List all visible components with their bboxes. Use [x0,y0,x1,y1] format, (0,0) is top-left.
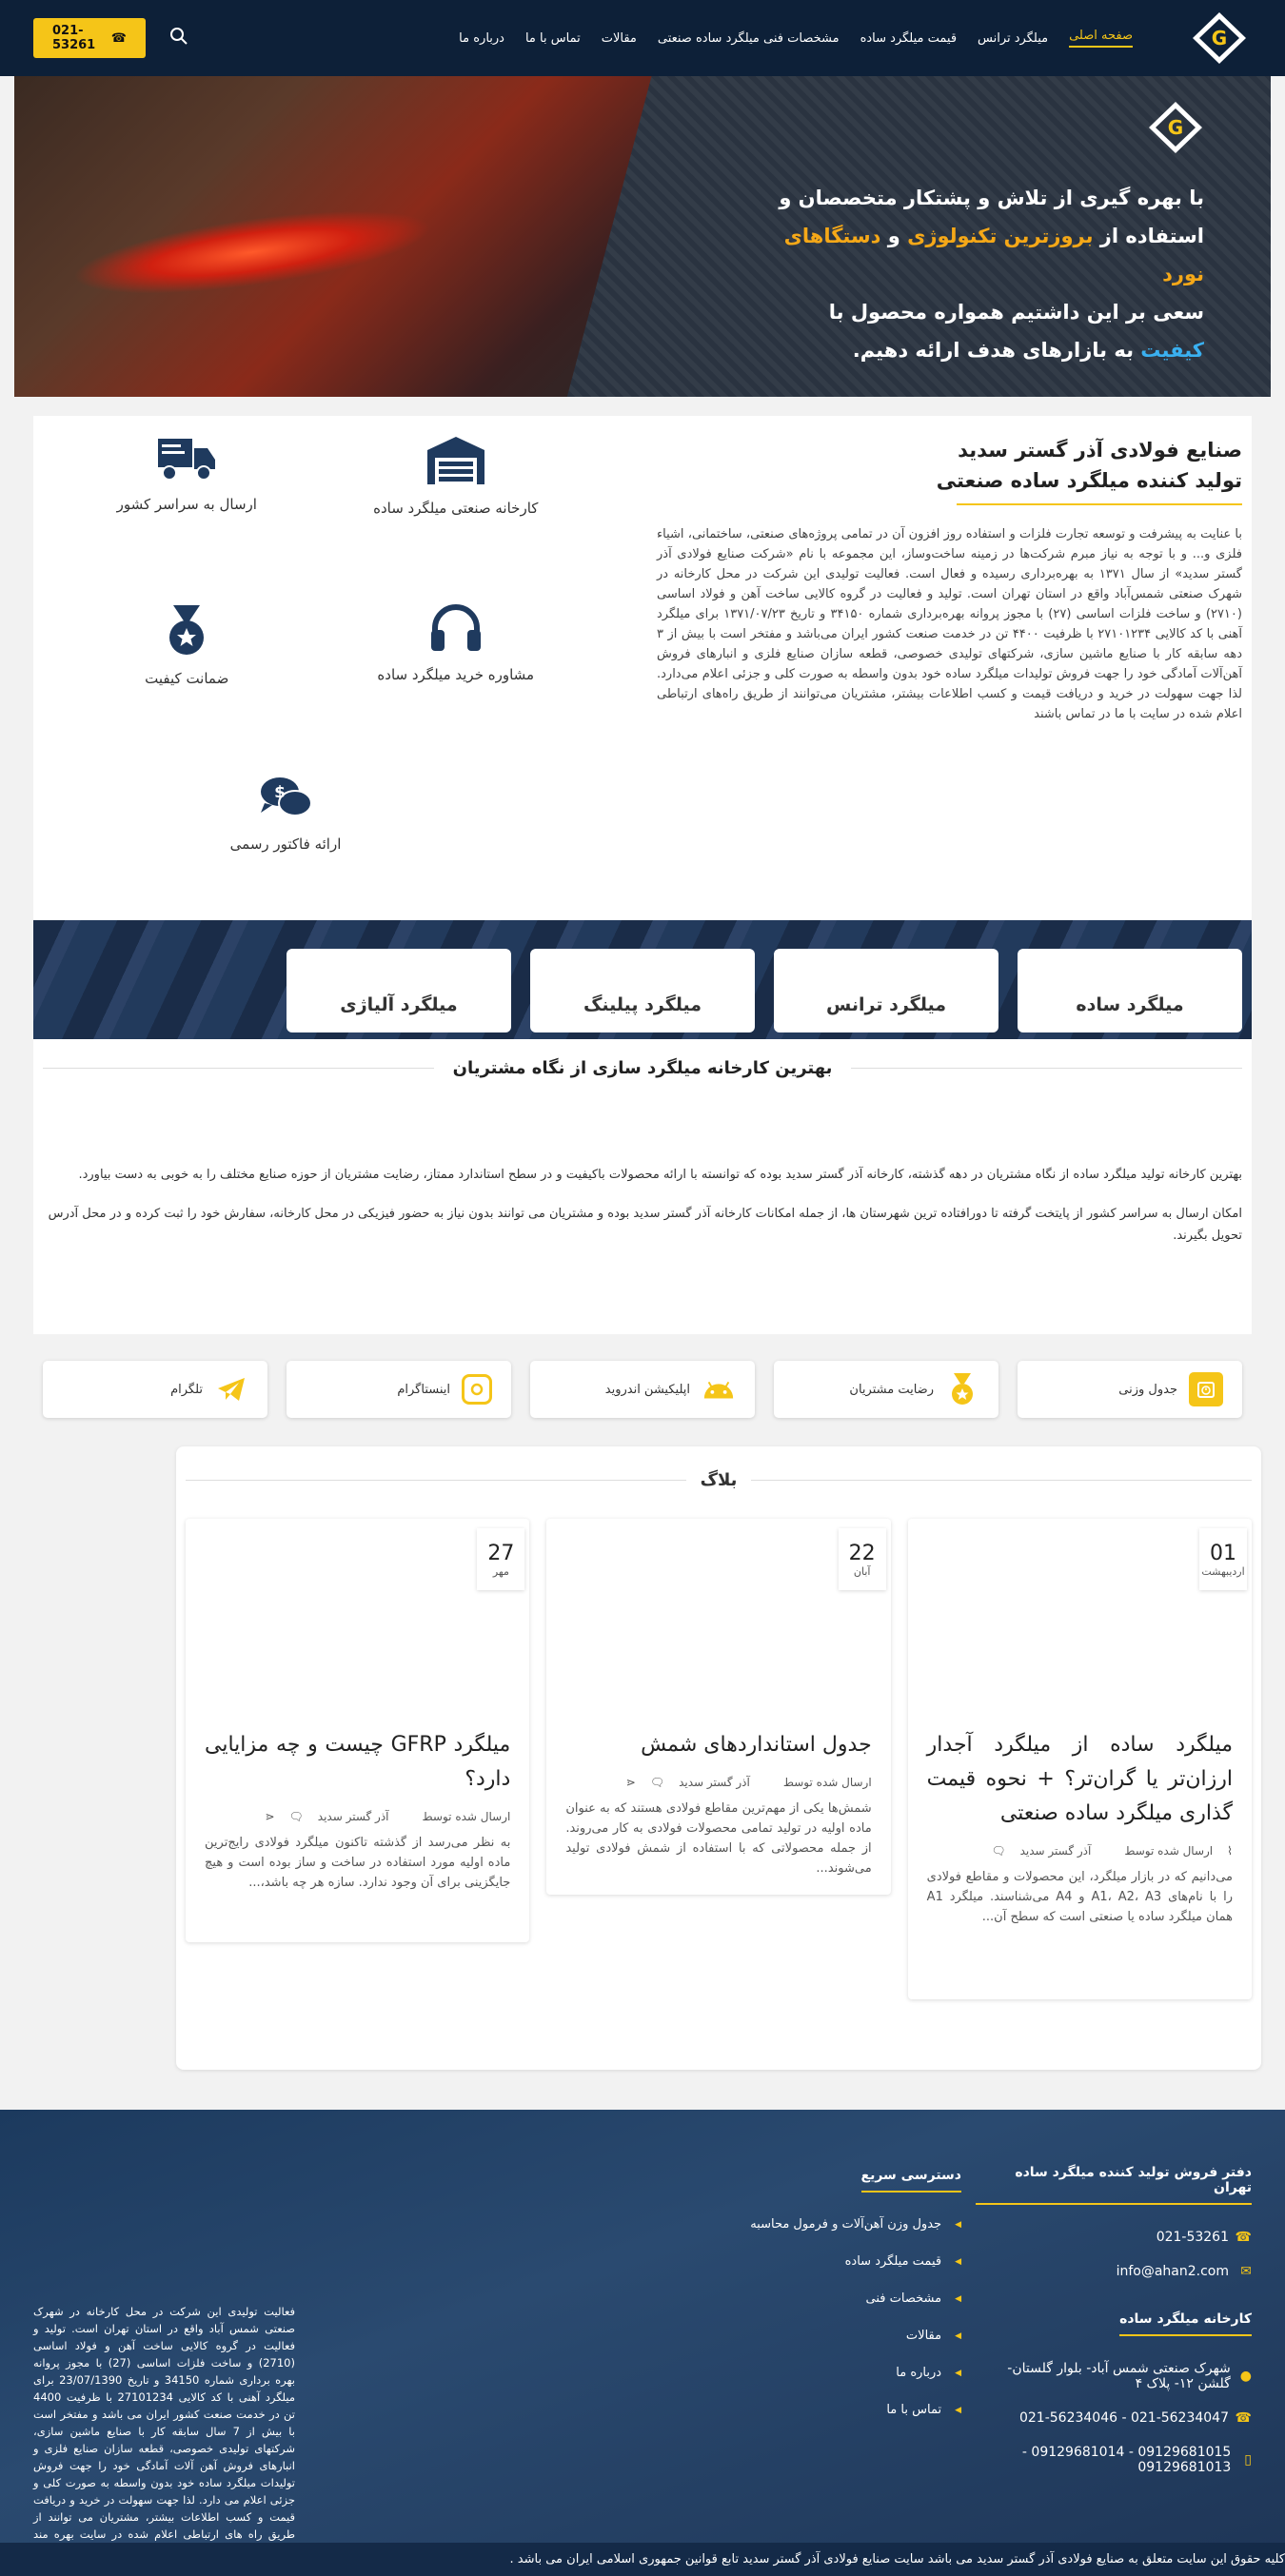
blog-card[interactable] [908,1519,1252,1999]
footer-about-text: فعالیت تولیدی این شرکت در محل کارخانه در شهرک صنعتی شمس آباد واقع در استان تهران است. تولید و فعالیت در گروه کالایی ساخت آهن و فولاد اساسی (2710) و ساخت فلزات اساسی (27) با مجوز پروانه بهره برداری شماره 34150 و تاریخ 23/07/1390 برای میلگرد آهنی با کد کالایی 27101234 با ظرفیت 4400 تن در خدمت صنعت کشور ایران می باشد و مفتخر است با بیش از 7 سال سابقه کار با صنایع ماشین سازی، شرکتهای تولیدی خصوصی، قطعه سازان صنایع فلزی و انبارهای فروش آهن آلات آمادگی خود را جهت فروش تولیدات میلگرد ساده خود بدون واسطه به صورت کلی و جزئی اعلام می دارد. لذا جهت سهولت در خرید و دریافت قیمت و کسب اطلاعات بیشتر، مشتریان می توانند از طریق راه های ارتباطی اعلام شده در سایت بهره مند [33,2305,295,2541]
best-factory-section [33,1039,1252,1334]
product-trans-rebar[interactable]: میلگرد ترانس [774,949,998,1032]
hero-slogan [757,179,1204,369]
caret-left-icon: ◀ [955,2293,961,2304]
envelope-icon: ✉ [1240,2264,1252,2279]
blog-card-excerpt: به نظر می‌رسد از گذشته تاکنون میلگرد فولادی رایج‌ترین ماده اولیه مورد استفاده در ساخت و ساز بوده است و هیچ جایگزینی برای آن وجود ندارد. سازه هر چه باشد،... [205,1836,511,1890]
phone-icon: ☎ [1235,2230,1252,2245]
site-header [0,0,1285,76]
comment-icon[interactable]: 🗨 [288,1810,304,1823]
about-section [33,416,1252,920]
location-pin-icon: ● [1239,2369,1252,2384]
products-strip [33,920,1252,1039]
instagram-icon [462,1374,492,1405]
quick-android-app[interactable]: اپلیکیشن اندروید [530,1361,755,1418]
blog-card-meta: ارسال شده توسط آذر گستر سدید 🗨 ⋖ [625,1776,872,1789]
svg-text:G: G [1167,116,1184,139]
footer-address: ● شهرک صنعتی شمس آباد- بلوار گلستان- گلشن ۱۲- پلاک ۴ [1007,2361,1252,2391]
date-badge: 22 آبان [839,1528,886,1590]
blog-card-excerpt: می‌دانیم که در بازار میلگرد، این محصولات و مقاطع فولادی را با نام‌های A1، A2، A3 و A4 می‌شناسند. میلگرد A1 همان میلگرد ساده یا صنعتی است که سطح آن... [926,1870,1233,1924]
footer-link-contact[interactable]: ◀ تماس با ما [886,2403,961,2417]
comment-icon[interactable]: 🗨 [649,1776,665,1789]
features-grid [33,416,647,920]
feature-quality: ضمانت کیفیت [52,603,322,755]
footer-link-articles[interactable]: ◀ مقالات [905,2329,961,2343]
award-icon [945,1372,979,1406]
about-title: صنایع فولادی آذر گستر سدید تولید کننده میلگرد ساده صنعتی [936,439,1242,492]
header-actions [33,18,188,58]
best-title-row [33,1058,1252,1078]
best-paragraph-1: بهترین کارخانه تولید میلگرد ساده از نگاه مشتریان در دهه گذشته، کارخانه آذر گستر سدید بوده که توانسته با ارائه محصولات باکیفیت و در سطح استاندارد ممتاز، رضایت مشتریان از حوزه صنایع مختلف را به خوبی به دست بیاورد. [78,1168,1242,1182]
date-badge: 27 مهر [477,1528,524,1590]
mobile-icon: ▯ [1244,2452,1252,2468]
quick-weight-table[interactable]: جدول وزنی [1018,1361,1242,1418]
phone-icon: ☎ [110,30,127,46]
footer-link-weight-table[interactable]: ◀ جدول وزن آهن‌آلات و فرمول محاسبه [750,2217,961,2232]
telegram-icon [214,1372,248,1406]
date-badge: 01 اردیبهشت [1199,1528,1247,1590]
blog-card-meta: ⌇ ارسال شده توسط آذر گستر سدید 🗨 [991,1844,1233,1858]
footer-office-phone[interactable]: ☎ 021-53261 [1156,2230,1252,2245]
blog-cards [186,1519,1252,1999]
feature-shipping: ارسال به سراسر کشور [52,435,322,584]
hero-line-4: کیفیت به بازارهای هدف ارائه دهیم. [852,339,1204,362]
hero-image-hot-steel [14,76,667,397]
nav-contact[interactable]: تماس با ما [524,30,581,46]
headphones-icon [429,603,483,657]
title-underline [957,503,1242,505]
caret-left-icon: ◀ [955,2368,961,2378]
phone-number: 021-53261 [52,24,96,52]
blog-card[interactable] [546,1519,890,1895]
feature-factory: کارخانه صنعتی میلگرد ساده [322,435,591,584]
footer-quick-title: دسترسی سریع [861,2168,961,2193]
nav-articles[interactable]: مقالات [601,30,637,46]
caret-left-icon: ◀ [955,2330,961,2341]
footer-contact [976,2165,1252,2576]
main-nav [459,29,1133,48]
svg-text:$: $ [274,782,286,802]
blog-section [176,1446,1261,2070]
blog-title-row [186,1470,1252,1490]
footer-factory-title: کارخانه میلگرد ساده [1119,2311,1252,2336]
hero-line-3: سعی بر این داشتیم همواره محصول با [828,301,1204,324]
footer-office-title: دفتر فروش تولید کننده میلگرد ساده تهران [976,2165,1252,2205]
quick-links-row [43,1361,1242,1418]
quick-customer-satisfaction[interactable]: رضایت مشتریان [774,1361,998,1418]
blog-card-excerpt: شمش‌ها یکی از مهم‌ترین مقاطع فولادی هستند که به عنوان ماده اولیه در تولید تمامی محصولات فولادی به کار می‌روند. از جمله محصولاتی که با استفاده از شمش فولادی تولید می‌شوند... [565,1801,872,1876]
hero-banner [14,76,1271,397]
hero-line-1: با بهره گیری از تلاش و پشتکار متخصصان و [779,187,1204,209]
footer-mobile[interactable]: ▯ 09129681015 - 09129681014 - 09129681013 [1021,2445,1252,2475]
blog-card-title[interactable]: جدول استانداردهای شمش [641,1733,872,1757]
footer-factory-phone[interactable]: ☎ 021-56234047 - 021-56234046 [1018,2410,1252,2426]
footer-link-about[interactable]: ◀ درباره ما [896,2366,961,2380]
nav-trans-rebar[interactable]: میلگرد ترانس [978,30,1049,46]
share-icon[interactable]: ⋖ [265,1810,275,1823]
comment-icon[interactable]: 🗨 [991,1844,1006,1858]
hero-line-2: استفاده از بروزترین تکنولوژی و دستگاهای نورد [783,225,1204,285]
footer-email[interactable]: ✉ info@ahan2.com [1116,2264,1252,2279]
caret-left-icon: ◀ [955,2219,961,2230]
site-footer [0,2110,1285,2576]
footer-link-specs[interactable]: ◀ مشخصات فنی [865,2291,961,2306]
hero-logo [1147,100,1204,159]
best-paragraph-2: امکان ارسال به سراسر کشور از پایتخت گرفته تا دورافتاده ترین شهرستان ها، از جمله امکانات کارخانه آذر گستر سدید بوده و مشتریان می توانند بدون نیاز به حضور فیزیکی در محل کارخانه، سفارش خود را ثبت کرده و در محل آدرس تحویل بگیرند. [48,1207,1242,1243]
about-paragraph: با عنایت به پیشرفت و توسعه تجارت فلزات و استفاده روز افزون آن در تمامی پروژه‌های صنعتی، ساختمانی، اشیاء فلزی و... و با توجه به نیاز مبرم شرکت‌ها در زمینه ساخت‌وساز، این مجموعه با نام «شرکت صنایع فولادی آذر گستر سدید» از سال ۱۳۷۱ به بهره‌برداری رسیده و فعال است. فعالیت تولیدی این شرکت در محل کارخانه در شهرک صنعتی شمس‌آباد واقع در استان تهران است. تولید و فعالیت در گروه کالایی ساخت آهن و فولاد اساسی (۲۷۱۰) و ساخت فلزات اساسی (۲۷) با مجوز پروانه بهره‌برداری شماره ۳۴۱۵۰ و تاریخ ۱۳۷۱/۰۷/۲۳ برای میلگرد آهنی با کد کالایی ۲۷۱۰۱۲۳۴ با ظرفیت ۴۴۰۰ تن در خدمت صنعت کشور ایران می‌باشد و مفتخر است با بیش از ۳ دهه سابقه کار با صنایع ماشین سازی، شرکتهای تولیدی خصوصی، قطعه سازان صنایع فلزی و انبارهای فروش آهن‌آلات آمادگی خود را جهت فروش تولیدات میلگرد ساده خود بدون واسطه به صورت کلی و جزئی اعلام می‌دارد. لذا جهت سهولت در خرید و دریافت قیمت و کسب اطلاعات بیشتر، مشتریان می‌توانند از طریق راه‌های ارتباطی اعلام شده در سایت با ما در تماس باشند [657,527,1242,721]
product-alloy-rebar[interactable]: میلگرد آلیاژی [287,949,511,1032]
nav-about[interactable]: درباره ما [459,30,504,46]
footer-quick-access [704,2165,961,2576]
feature-invoice: $ ارائه فاکتور رسمی [190,775,381,920]
android-icon [702,1372,736,1406]
nav-home[interactable]: صفحه اصلی [1069,29,1133,48]
nav-technical-specs[interactable]: مشخصات فنی میلگرد ساده صنعتی [657,30,840,46]
quick-telegram[interactable]: تلگرام [43,1361,267,1418]
caret-left-icon: ◀ [955,2256,961,2267]
best-title: بهترین کارخانه میلگرد سازی از نگاه مشتریان [452,1058,833,1078]
clock-icon [1189,1372,1223,1406]
feature-consulting: مشاوره خرید میلگرد ساده [322,603,591,755]
truck-icon [156,435,217,486]
quick-instagram[interactable]: اینستاگرام [287,1361,511,1418]
paperclip-icon: ⌇ [1227,1844,1233,1858]
nav-plain-rebar-price[interactable]: قیمت میلگرد ساده [860,30,958,46]
blog-title: بلاگ [700,1470,738,1490]
blog-card-meta: ارسال شده توسط آذر گستر سدید 🗨 ⋖ [265,1810,511,1823]
best-body [33,1078,1252,1247]
blog-card-title[interactable]: میلگرد ساده از میلگرد آجدار ارزان‌تر یا گران‌تر؟ + نحوه قیمت گذاری میلگرد ساده صنعتی [926,1733,1233,1825]
phone-button[interactable] [33,18,146,58]
footer-link-price[interactable]: ◀ قیمت میلگرد ساده [844,2254,961,2269]
about-text-column [647,416,1252,920]
warehouse-icon [425,435,486,490]
medal-icon [164,603,209,660]
phone-icon: ☎ [1235,2410,1252,2426]
product-plain-rebar[interactable]: میلگرد ساده [1018,949,1242,1032]
caret-left-icon: ◀ [955,2405,961,2415]
site-logo[interactable] [1190,10,1249,66]
blog-card-title[interactable]: میلگرد GFRP چیست و چه مزایایی دارد؟ [205,1733,511,1791]
share-icon[interactable]: ⋖ [625,1776,636,1789]
svg-text:G: G [1211,27,1228,49]
product-piling-rebar[interactable]: میلگرد پیلینگ [530,949,755,1032]
search-icon[interactable] [169,27,188,49]
copyright-bar: کلیه حقوق این سایت متعلق به صنایع فولادی آذر گستر سدید می باشد سایت صنایع فولادی آذر گستر سدید تابع قوانین جمهوری اسلامی ایران می باشد . [0,2543,1285,2576]
blog-card[interactable] [186,1519,529,1942]
chat-money-icon [257,775,314,826]
